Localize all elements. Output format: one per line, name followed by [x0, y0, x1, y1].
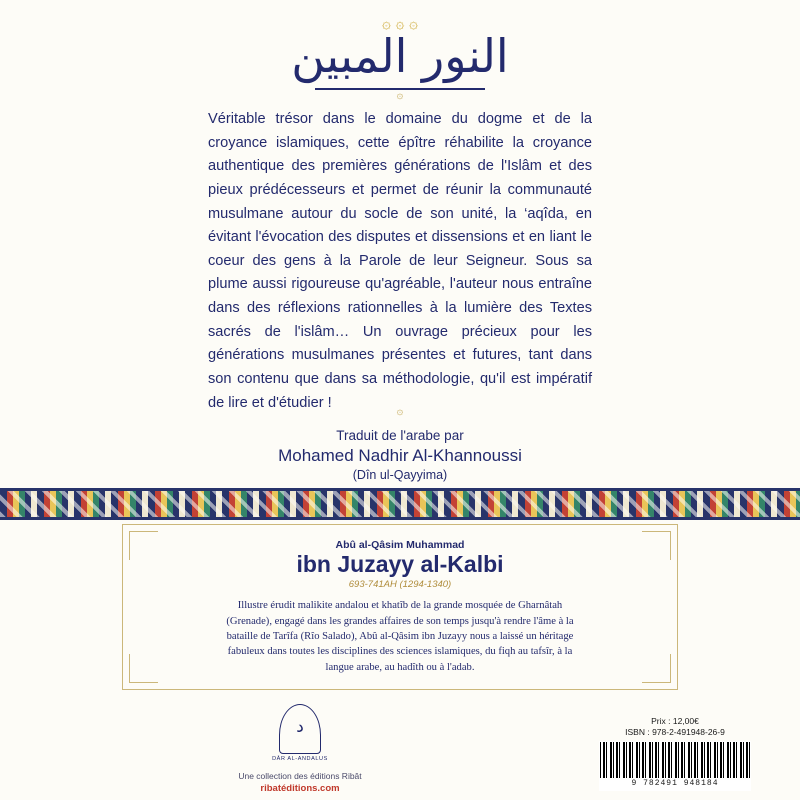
decorative-band	[0, 488, 800, 520]
book-blurb: Véritable trésor dans le domaine du dogme et de la croyance islamiques, cette épître réhabilite la croyance authentique des premières générations de l'Islâm et des pieux prédécesseurs et permet de réunir la communauté musulmane autour du socle de son unité, la ‘aqîda, en évitant l'évocation des disputes et dissensions et en liant le coeur des gens à la Parole de leur Seigneur. Sous sa plume aussi rigoureuse qu'agréable, l'auteur nous entraîne dans des réflexions rationnelles à la lumière des Textes sacrés de l'islâm… Un ouvrage précieux pour les générations musulmanes présentes et futures, tant dans son contenu que dans sa méthodologie, qu'il est impératif de lire et d'étudier !	[208, 111, 592, 411]
commerce-block	[590, 716, 760, 791]
author-name: ibn Juzayy al-Kalbi	[296, 551, 504, 577]
barcode	[599, 741, 751, 791]
publisher-block	[210, 704, 390, 794]
panel-corner-top-right	[642, 531, 671, 560]
publisher-logo-icon	[279, 704, 321, 754]
publisher-logo-label: DÂR AL-ANDALUS	[272, 756, 328, 762]
panel-corner-bottom-left	[129, 654, 158, 683]
author-dates: 693-741AH (1294-1340)	[348, 579, 452, 591]
panel-corner-bottom-right	[642, 654, 671, 683]
publisher-website[interactable]: ribatéditions.com	[260, 783, 340, 794]
book-arabic-title: النور المبين	[291, 29, 509, 83]
barcode-digits: 9 782491 948184	[631, 779, 719, 788]
title-block	[0, 14, 800, 90]
ornament-divider-middle-icon: ۞	[396, 404, 404, 417]
translator-label: Traduit de l'arabe par	[336, 428, 464, 443]
price-label: Prix : 12,00€	[651, 716, 699, 726]
publisher-logo-glyph: د	[296, 717, 304, 737]
publisher-collection: Une collection des éditions Ribât	[238, 771, 362, 781]
title-ornament-icon: ۞ ۞ ۞	[382, 14, 418, 32]
author-bio: Illustre érudit malikite andalou et khatîb de la grande mosquée de Gharnâtah (Grenade), engagé dans les grandes affaires de son temps jusqu'à rendre l'âme à la bataille de Tarîfa (Rîo Salado), Abû al-Qâsim ibn Juzayy nous a laissé un héritage fabuleux dans toutes les disciplines des sciences islamiques, du fiqh au tafsîr, à la langue arabe, au hadîth ou à l'adab.	[226, 600, 574, 673]
translator-name: Mohamed Nadhir Al-Khannoussi	[278, 446, 522, 465]
translator-note: (Dîn ul-Qayyima)	[352, 468, 448, 482]
panel-corner-top-left	[129, 531, 158, 560]
translator-block	[0, 428, 800, 482]
author-kunya: Abû al-Qâsim Muhammad	[335, 539, 465, 551]
barcode-bars	[600, 742, 750, 778]
ornament-divider-top-icon: ۞	[396, 88, 404, 101]
isbn-label: ISBN : 978-2-491948-26-9	[625, 727, 725, 737]
author-panel	[122, 524, 678, 690]
